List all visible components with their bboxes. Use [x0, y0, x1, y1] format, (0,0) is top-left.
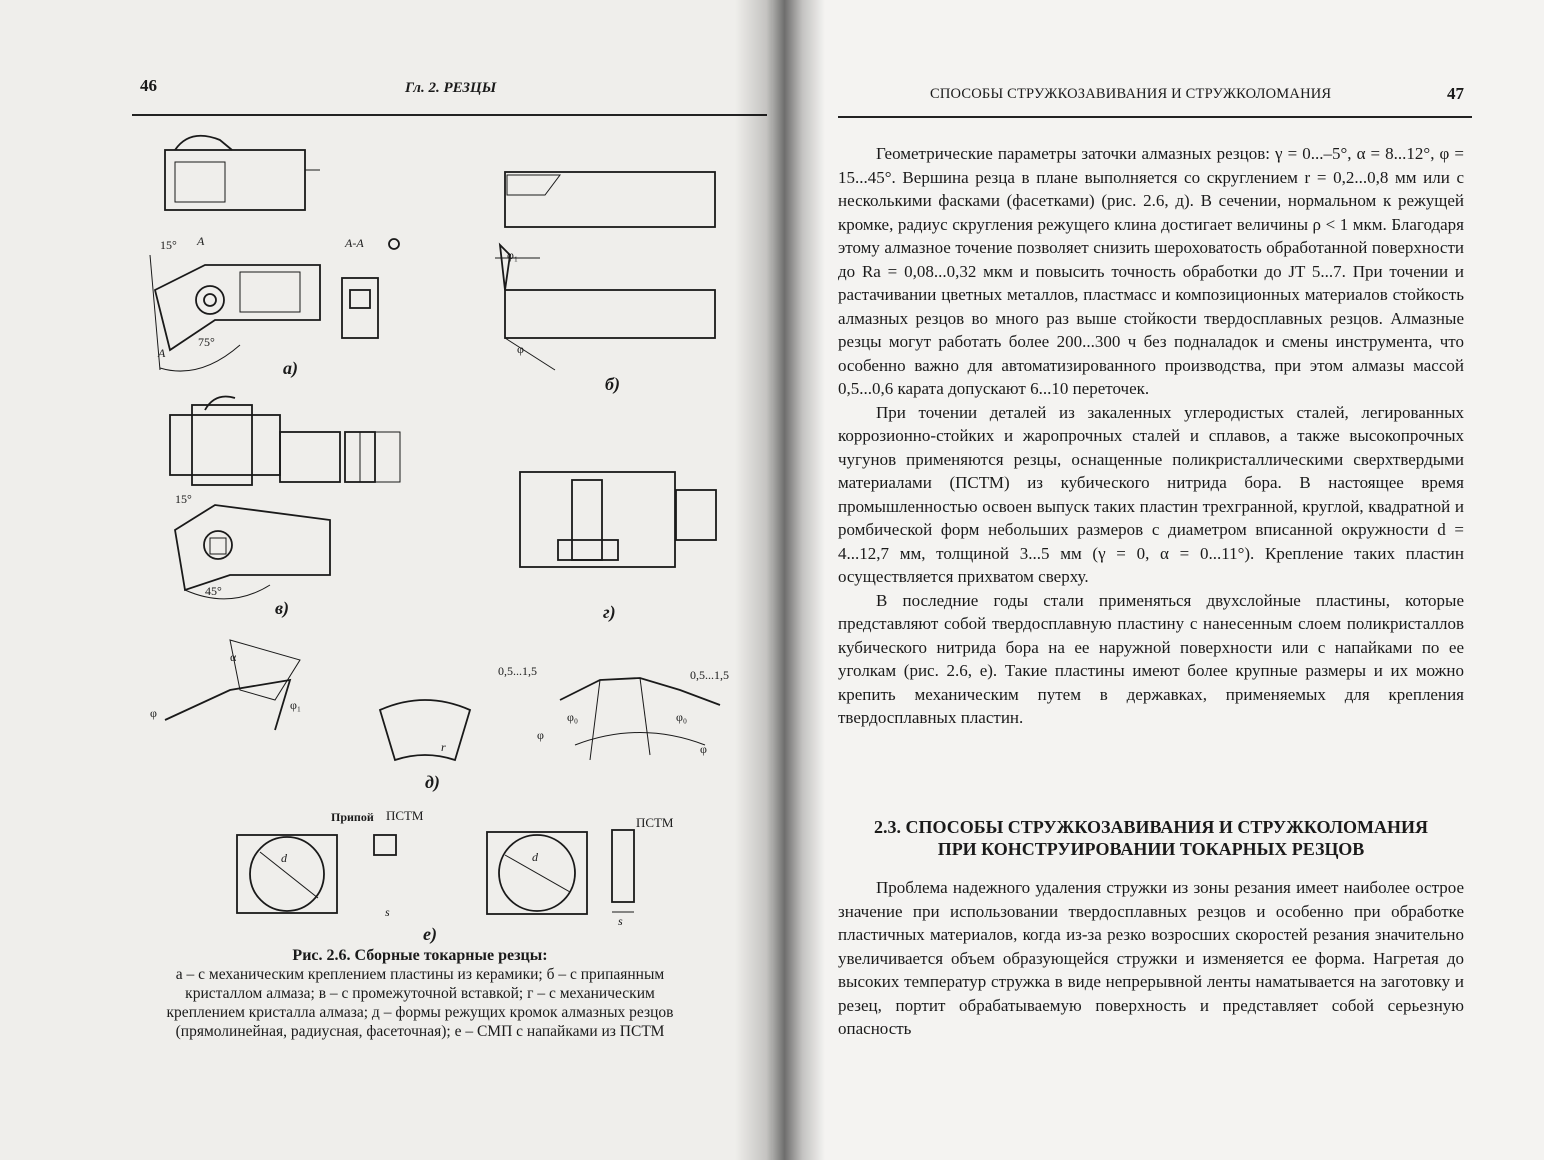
fig-v-section: [170, 397, 400, 486]
figure-2-6-drawing: [0, 0, 772, 940]
section-heading: [838, 816, 1464, 860]
fig-label-phi-b: φ: [517, 342, 524, 356]
fig-a-section: [342, 239, 399, 338]
right-header-title: СПОСОБЫ СТРУЖКОЗАВИВАНИЯ И СТРУЖКОЛОМАНИЯ: [930, 86, 1332, 102]
figure-caption-line-2: кристаллом алмаза; в – с промежуточной вставкой; г – с механическим: [185, 985, 655, 1002]
fig-label-phi1-b: φ₁: [507, 248, 519, 262]
figure-caption: [120, 946, 720, 1041]
fig-label-phi0-right: φ₀: [676, 710, 688, 724]
fig-label-angle-15-v: 15°: [175, 492, 192, 506]
fig-e: [237, 830, 634, 914]
fig-label-a: а): [283, 358, 298, 378]
figure-caption-line-1: а – с механическим креплением пластины из керамики; б – с припаянным: [175, 966, 665, 983]
fig-label-angle-15-a: 15°: [160, 238, 177, 252]
fig-label-pstm-1: ПСТМ: [386, 808, 424, 823]
fig-label-s-2: s: [618, 914, 623, 928]
fig-a-top: [165, 136, 320, 210]
left-header-title: Гл. 2. РЕЗЦЫ: [405, 80, 497, 96]
fig-g: [520, 472, 716, 567]
fig-label-angle-75: 75°: [198, 335, 215, 349]
fig-label-d-sym-1: d: [281, 851, 287, 865]
section-text: [838, 876, 1464, 1041]
fig-label-b: б): [605, 374, 620, 394]
fig-label-phi0-left: φ₀: [567, 710, 579, 724]
fig-label-angle-45: 45°: [205, 584, 222, 598]
fig-label-r: r: [441, 740, 446, 754]
fig-label-letter-a-top: А: [197, 234, 205, 248]
fig-label-phi-d2: φ: [537, 728, 544, 742]
fig-label-e: е): [423, 924, 437, 944]
fig-label-section-aa: А-А: [345, 236, 364, 250]
right-page-number: 47: [1447, 84, 1464, 103]
fig-label-v: в): [275, 598, 290, 618]
fig-label-dim-1: 0,5...1,5: [498, 664, 537, 678]
paragraph-2: При точении деталей из закаленных углеродистых сталей, легированных коррозионно-стойких и жаропрочных сталей и сплавов, а также высокопрочных чугунов применяются резцы, оснащенные поликристаллическими сверхтвердыми материалами (ПСТМ) из кубического нитрида бора. В настоящее время промышленностью освоен выпуск таких пластин трехгранной, круглой, квадратной и ромбической форм небольших размеров с диаметром вписанной окружности d = 4...12,7 мм, толщиной 3...5 мм (γ = 0, α = 0...11°). Крепление таких пластин осуществляется прихватом сверху.: [838, 402, 1464, 586]
fig-label-pripoy: Припой: [331, 810, 374, 824]
fig-label-g: г): [603, 602, 616, 622]
right-header-rule: [838, 116, 1472, 118]
section-heading-line-1: 2.3. СПОСОБЫ СТРУЖКОЗАВИВАНИЯ И СТРУЖКОЛОМАНИЯ: [873, 817, 1428, 837]
section-heading-line-2: ПРИ КОНСТРУИРОВАНИИ ТОКАРНЫХ РЕЗЦОВ: [937, 839, 1365, 859]
figure-caption-line-3: креплением кристалла алмаза; д – формы режущих кромок алмазных резцов: [166, 1004, 674, 1021]
fig-label-phi-d: φ: [150, 706, 157, 720]
fig-v-plan: [175, 505, 330, 599]
figure-caption-title: Рис. 2.6. Сборные токарные резцы:: [292, 947, 548, 964]
left-page-number: 46: [140, 76, 157, 95]
fig-label-d-sym-2: d: [532, 850, 538, 864]
paragraph-1: Геометрические параметры заточки алмазных резцов: γ = 0...–5°, α = 8...12°, φ = 15...45°. Вершина резца в плане выполняется со скруглением r = 0,2...0,8 мм или с несколькими фасками (фасетками) (рис. 2.6, д). В сечении, нормальном к режущей кромке, радиус скругления режущего клина достигает величины ρ < 1 мкм. Благодаря этому алмазное точение позволяет снизить шероховатость обработанной поверхности до Ra = 0,08...0,32 мкм и повысить точность обработки до JT 5...7. При точении и растачивании цветных металлов, пластмасс и композиционных материалов стойкость алмазных резцов во много раз выше стойкости твердосплавных резцов. Алмазные резцы могут работать более 200...300 ч без подналадок и смены инструмента, что особенно важно для автоматизированного производства, при этом алмазы массой 0,5...0,6 карата допускают 6...10 переточек.: [838, 144, 1464, 398]
right-main-text: [838, 142, 1464, 730]
fig-a-plan: [150, 255, 320, 371]
fig-label-dim-2: 0,5...1,5: [690, 668, 729, 682]
figure-caption-line-4: (прямолинейная, радиусная, фасеточная); е – СМП с напайками из ПСТМ: [175, 1023, 665, 1040]
paragraph-3: В последние годы стали применяться двухслойные пластины, которые представляют собой твердосплавную пластину с нанесенным слоем поликристаллов кубического нитрида бора на ее наружной поверхности или с напайками по ее уголкам (рис. 2.6, е). Такие пластины имеют более крупные размеры и их можно крепить механическим путем в державках, применяемых для крепления твердосплавных пластин.: [838, 590, 1464, 727]
fig-label-letter-a-bottom: А: [158, 346, 166, 360]
fig-label-d: д): [425, 772, 440, 792]
fig-label-alpha: α: [230, 650, 237, 664]
fig-label-phi-d3: φ: [700, 742, 707, 756]
section-paragraph: Проблема надежного удаления стружки из зоны резания имеет наиболее острое значение при использовании твердосплавных резцов и особенно при обработке пластичных материалов, когда из-за резко возросших скоростей резания значительно увеличивается объем образующейся стружки и изменяется ее форма. Нагретая до высоких температур стружка в виде непрерывной ленты наматывается на заготовку и резец, портит обрабатываемую поверхность и представляет собой серьезную опасность: [838, 878, 1464, 1038]
fig-label-pstm-2: ПСТМ: [636, 815, 674, 830]
fig-label-s-1: s: [385, 905, 390, 919]
book-gutter-shadow: [735, 0, 825, 1160]
fig-b: [495, 172, 715, 370]
fig-label-phi1-d: φ₁: [290, 698, 302, 712]
